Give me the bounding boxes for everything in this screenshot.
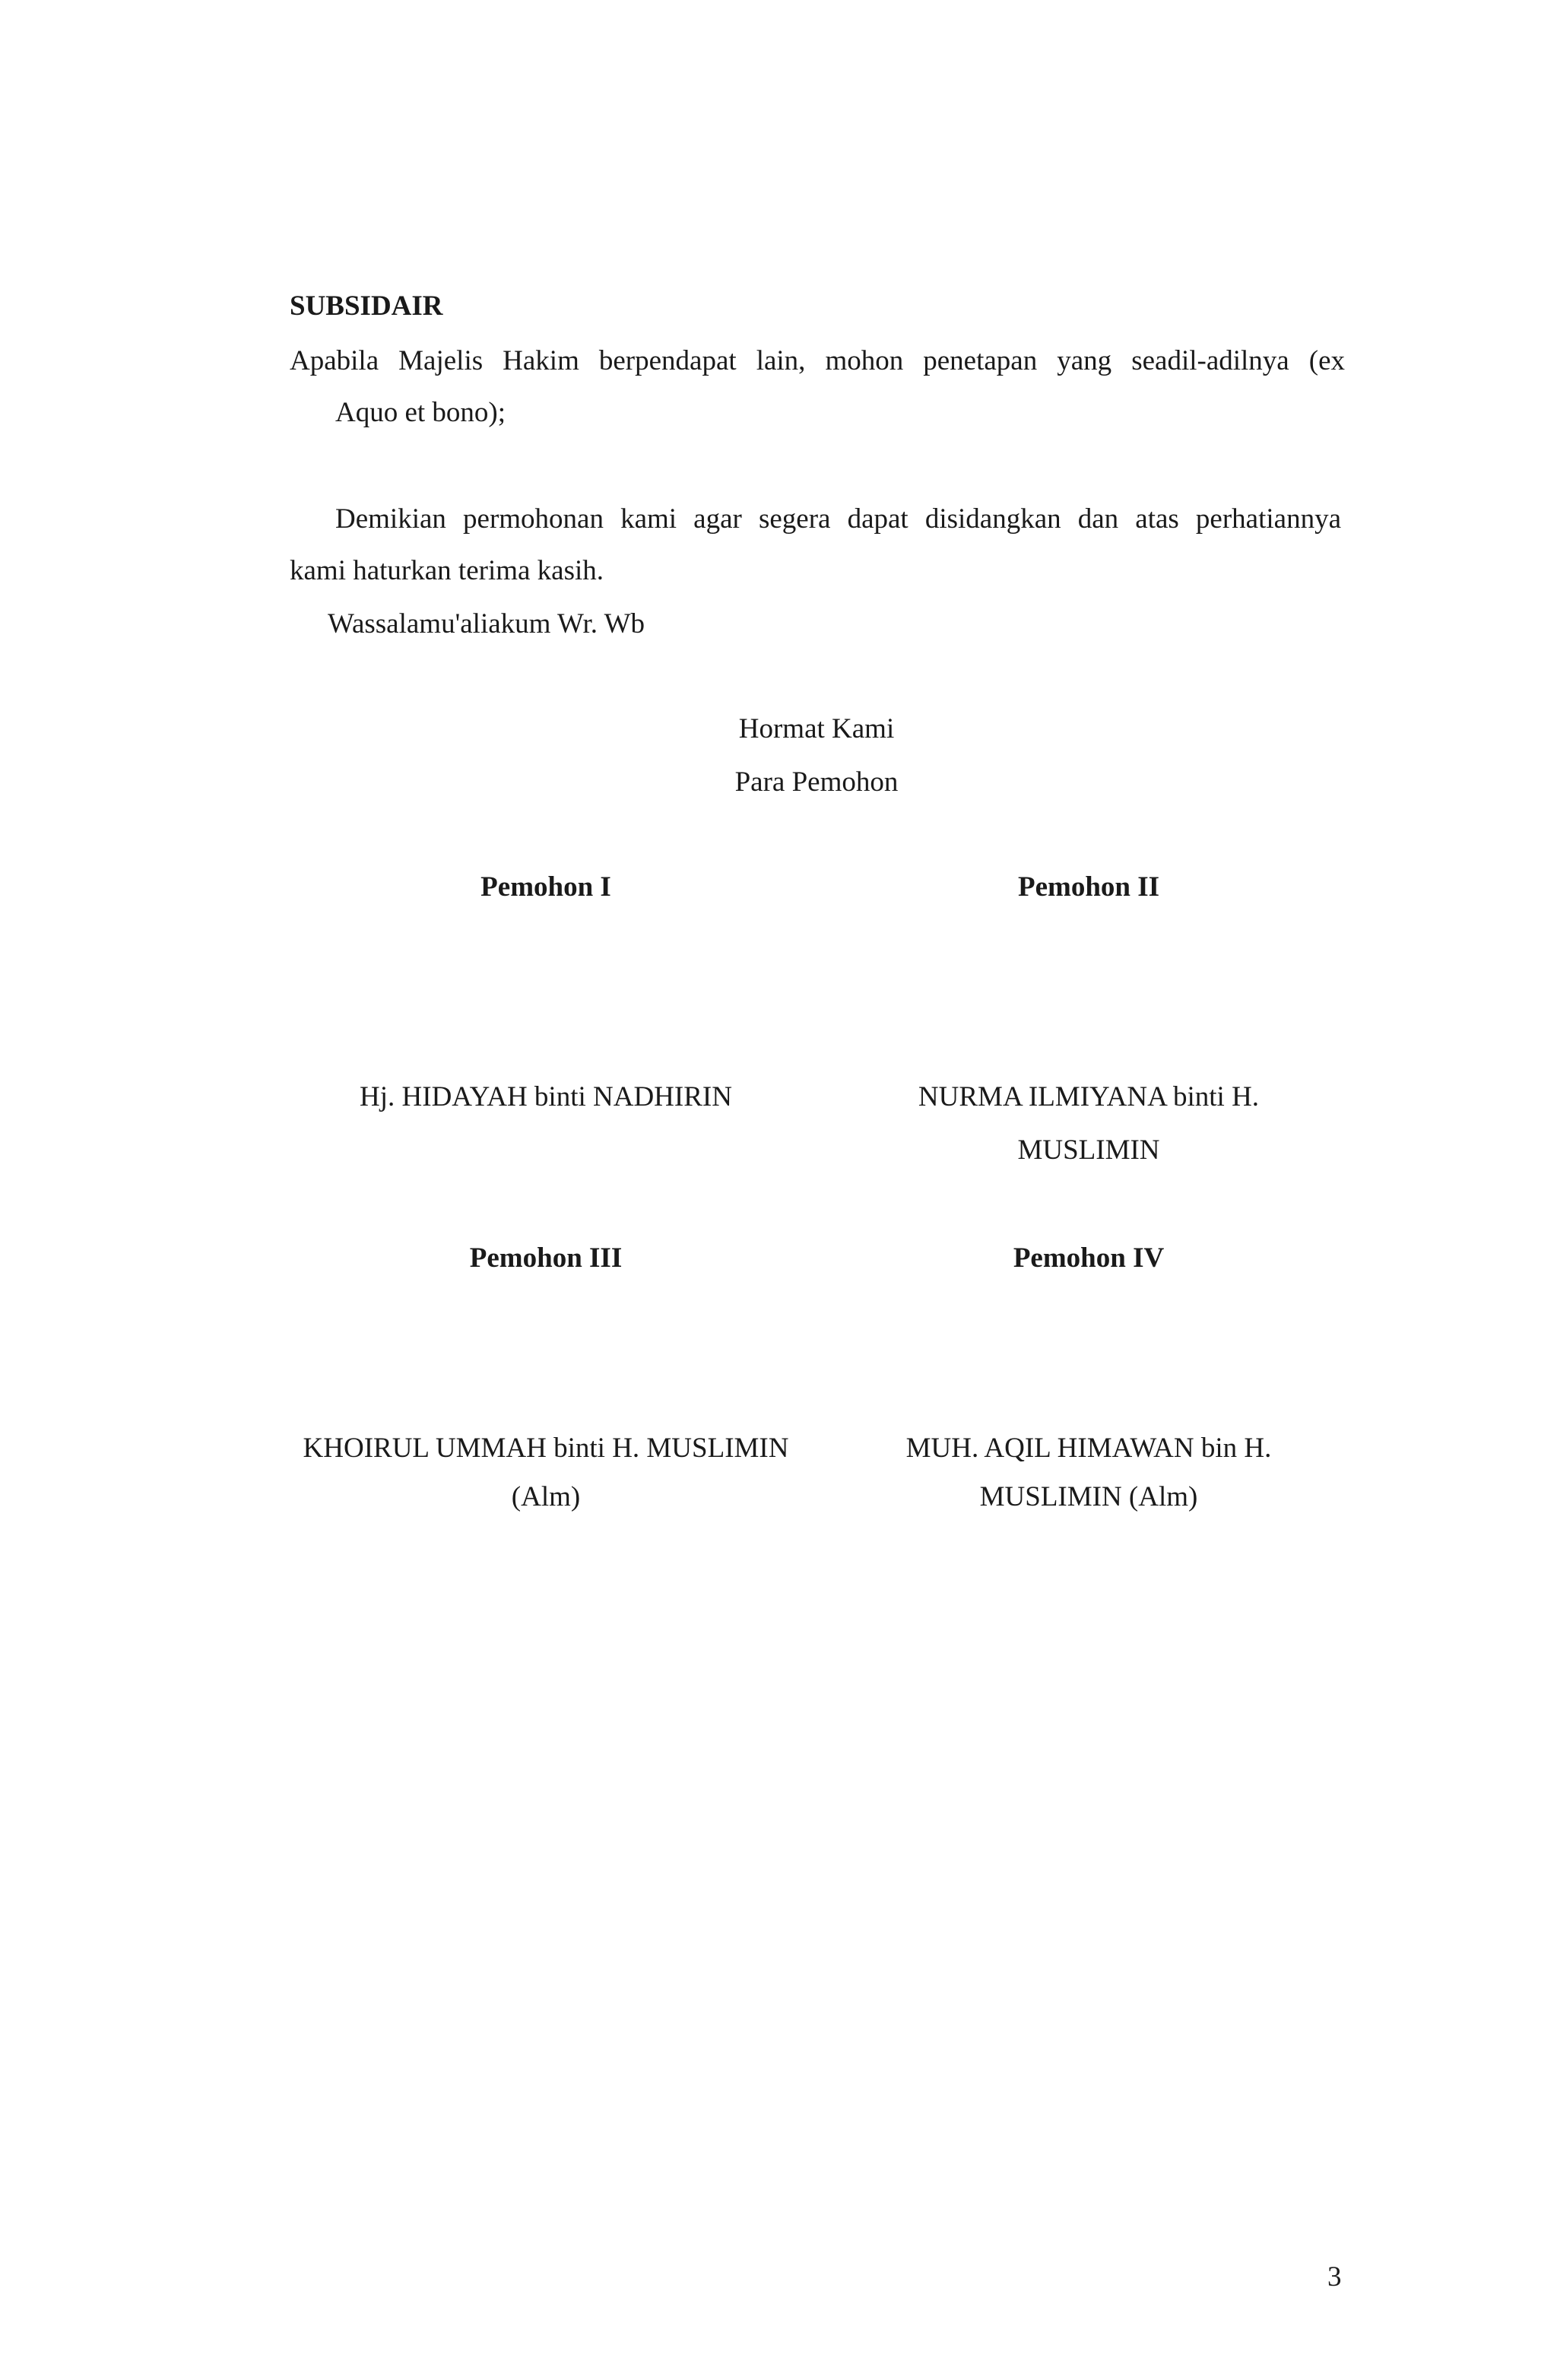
- closing-text-line-2: kami haturkan terima kasih.: [290, 555, 604, 586]
- signatory-role-2: Pemohon II: [1017, 871, 1160, 903]
- signatory-role-3: Pemohon III: [469, 1242, 623, 1274]
- closing-salam: Wassalamu'aliakum Wr. Wb: [328, 608, 645, 639]
- closing-text-line-1: Demikian permohonan kami agar segera dapat disidangkan dan atas perhatiannya: [335, 503, 1341, 535]
- signatory-role-1: Pemohon I: [480, 871, 611, 903]
- page-number: 3: [1327, 2261, 1342, 2293]
- subsidair-heading: SUBSIDAIR: [290, 290, 443, 322]
- signatory-name-3-line-2: (Alm): [511, 1481, 581, 1512]
- signatory-name-3-line-1: KHOIRUL UMMAH binti H. MUSLIMIN: [303, 1433, 789, 1464]
- subsidair-text-line-1: Apabila Majelis Hakim berpendapat lain, mohon penetapan yang seadil-adilnya (ex: [290, 345, 1345, 376]
- signatory-name-4-line-1: MUH. AQIL HIMAWAN bin H.: [905, 1433, 1272, 1464]
- signoff-petitioners: Para Pemohon: [734, 766, 899, 798]
- signatory-name-1-line-1: Hj. HIDAYAH binti NADHIRIN: [360, 1081, 732, 1112]
- subsidair-text-line-2: Aquo et bono);: [335, 397, 506, 428]
- signatory-name-2-line-1: NURMA ILMIYANA binti H.: [918, 1081, 1260, 1112]
- signatory-name-2-line-2: MUSLIMIN: [1017, 1134, 1160, 1166]
- signatory-role-4: Pemohon IV: [1013, 1242, 1165, 1274]
- signatory-name-4-line-2: MUSLIMIN (Alm): [979, 1481, 1198, 1512]
- signoff-respect: Hormat Kami: [738, 713, 895, 744]
